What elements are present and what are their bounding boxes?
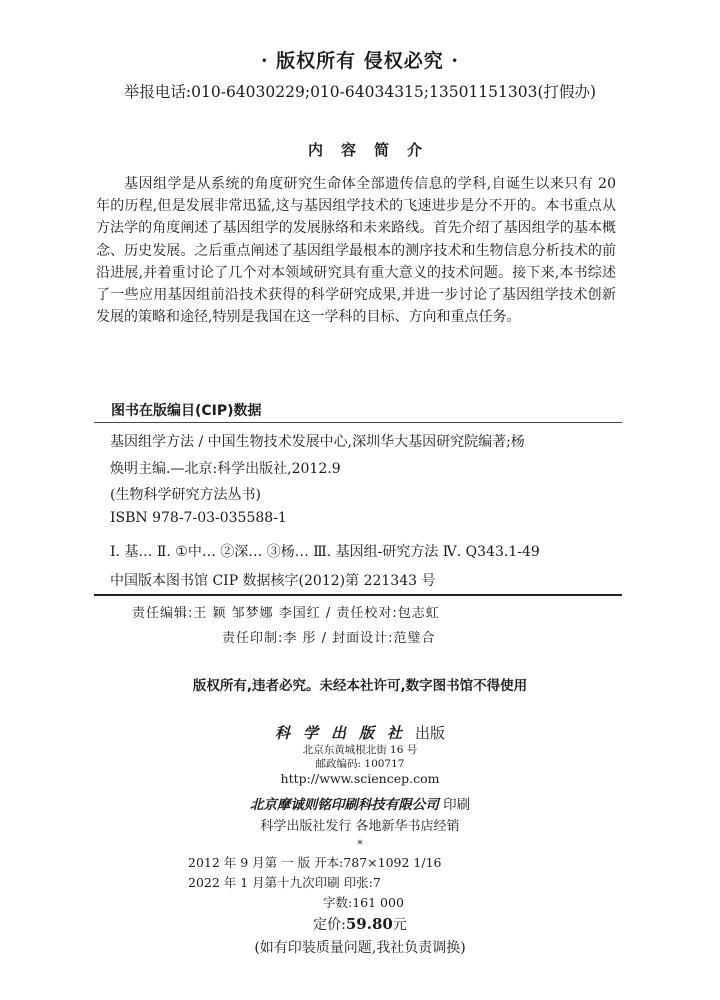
publisher-name: 科学出版社 — [274, 724, 415, 742]
copyright-title: · 版权所有 侵权必究 · — [260, 50, 460, 72]
cip-series: (生物科学研究方法丛书) — [110, 487, 261, 503]
edition-reprint: 2022 年 1 月第十九次印刷 印张:7 — [188, 875, 381, 890]
price-label: 定价: — [313, 917, 346, 933]
cip-record: 中国版本图书馆 CIP 数据核字(2012)第 221343 号 — [110, 573, 436, 589]
publisher-address: 北京东黄城根北街 16 号 — [302, 744, 418, 756]
price-value: 59.80 — [345, 915, 393, 933]
word-count: 字数:161 000 — [323, 895, 404, 910]
publisher-url[interactable]: http://www.sciencep.com — [280, 771, 440, 786]
report-phone-line: 举报电话:010-64030229;010-64034315;13501151303(打假办) — [123, 83, 597, 101]
publisher-line — [0, 722, 720, 743]
price-line — [0, 914, 720, 934]
cip-bottom-rule — [94, 594, 622, 596]
edition-first: 2012 年 9 月第 一 版 开本:787×1092 1/16 — [188, 855, 442, 870]
printer-suffix: 印刷 — [443, 797, 471, 813]
cip-label: 图书在版编目(CIP)数据 — [111, 403, 262, 419]
editors-line-1: 责任编辑:王 颖 邹梦娜 李国红 / 责任校对:包志虹 — [132, 606, 440, 621]
printer-name: 北京摩诚则铭印刷科技有限公司 — [249, 797, 439, 813]
intro-title: 内容简介 — [307, 141, 440, 159]
cip-line-2: 焕明主编.—北京:科学出版社,2012.9 — [110, 461, 341, 477]
intro-paragraph: 基因组学是从系统的角度研究生命体全部遗传信息的学科,自诞生以来只有 20 年的历程,但是发展非常迅猛,这与基因组学技术的飞速进步是分不开的。本书重点从方法学的角度阐述了基因组学的发展脉络和未来路线。首先介绍了基因组学的基本概念、历史发展。之后重点阐述了基因组学最根本的测序技术和生物信息分析技术的前沿进展,并着重讨论了几个对本领域研究具有重大意义的技术问题。接下来,本书综述了一些应用基因组前沿技术获得的科学研究成果,并进一步讨论了基因组学技术创新发展的策略和途径,特别是我国在这一学科的目标、方向和重点任务。 — [96, 176, 616, 326]
separator-star: * — [357, 838, 363, 851]
cip-line-1: 基因组学方法 / 中国生物技术发展中心,深圳华大基因研究院编著;杨 — [110, 434, 525, 450]
cip-top-rule — [94, 422, 622, 423]
editors-line-2: 责任印制:李 彤 / 封面设计:范璧合 — [222, 631, 436, 646]
quality-note: (如有印装质量问题,我社负责调换) — [254, 940, 466, 956]
distribution-line: 科学出版社发行 各地新华书店经销 — [260, 819, 460, 834]
printer-line — [0, 793, 720, 813]
cip-isbn: ISBN 978-7-03-035588-1 — [110, 510, 287, 526]
intro-body — [96, 173, 616, 328]
copyright-notice: 版权所有,违者必究。未经本社许可,数字图书馆不得使用 — [192, 678, 528, 694]
publisher-postcode: 邮政编码: 100717 — [315, 758, 405, 770]
cip-classification: Ⅰ. 基… Ⅱ. ①中… ②深… ③杨… Ⅲ. 基因组-研究方法 Ⅳ. Q343.1-49 — [110, 544, 540, 560]
publisher-suffix: 出版 — [415, 724, 446, 742]
price-unit: 元 — [392, 917, 407, 933]
